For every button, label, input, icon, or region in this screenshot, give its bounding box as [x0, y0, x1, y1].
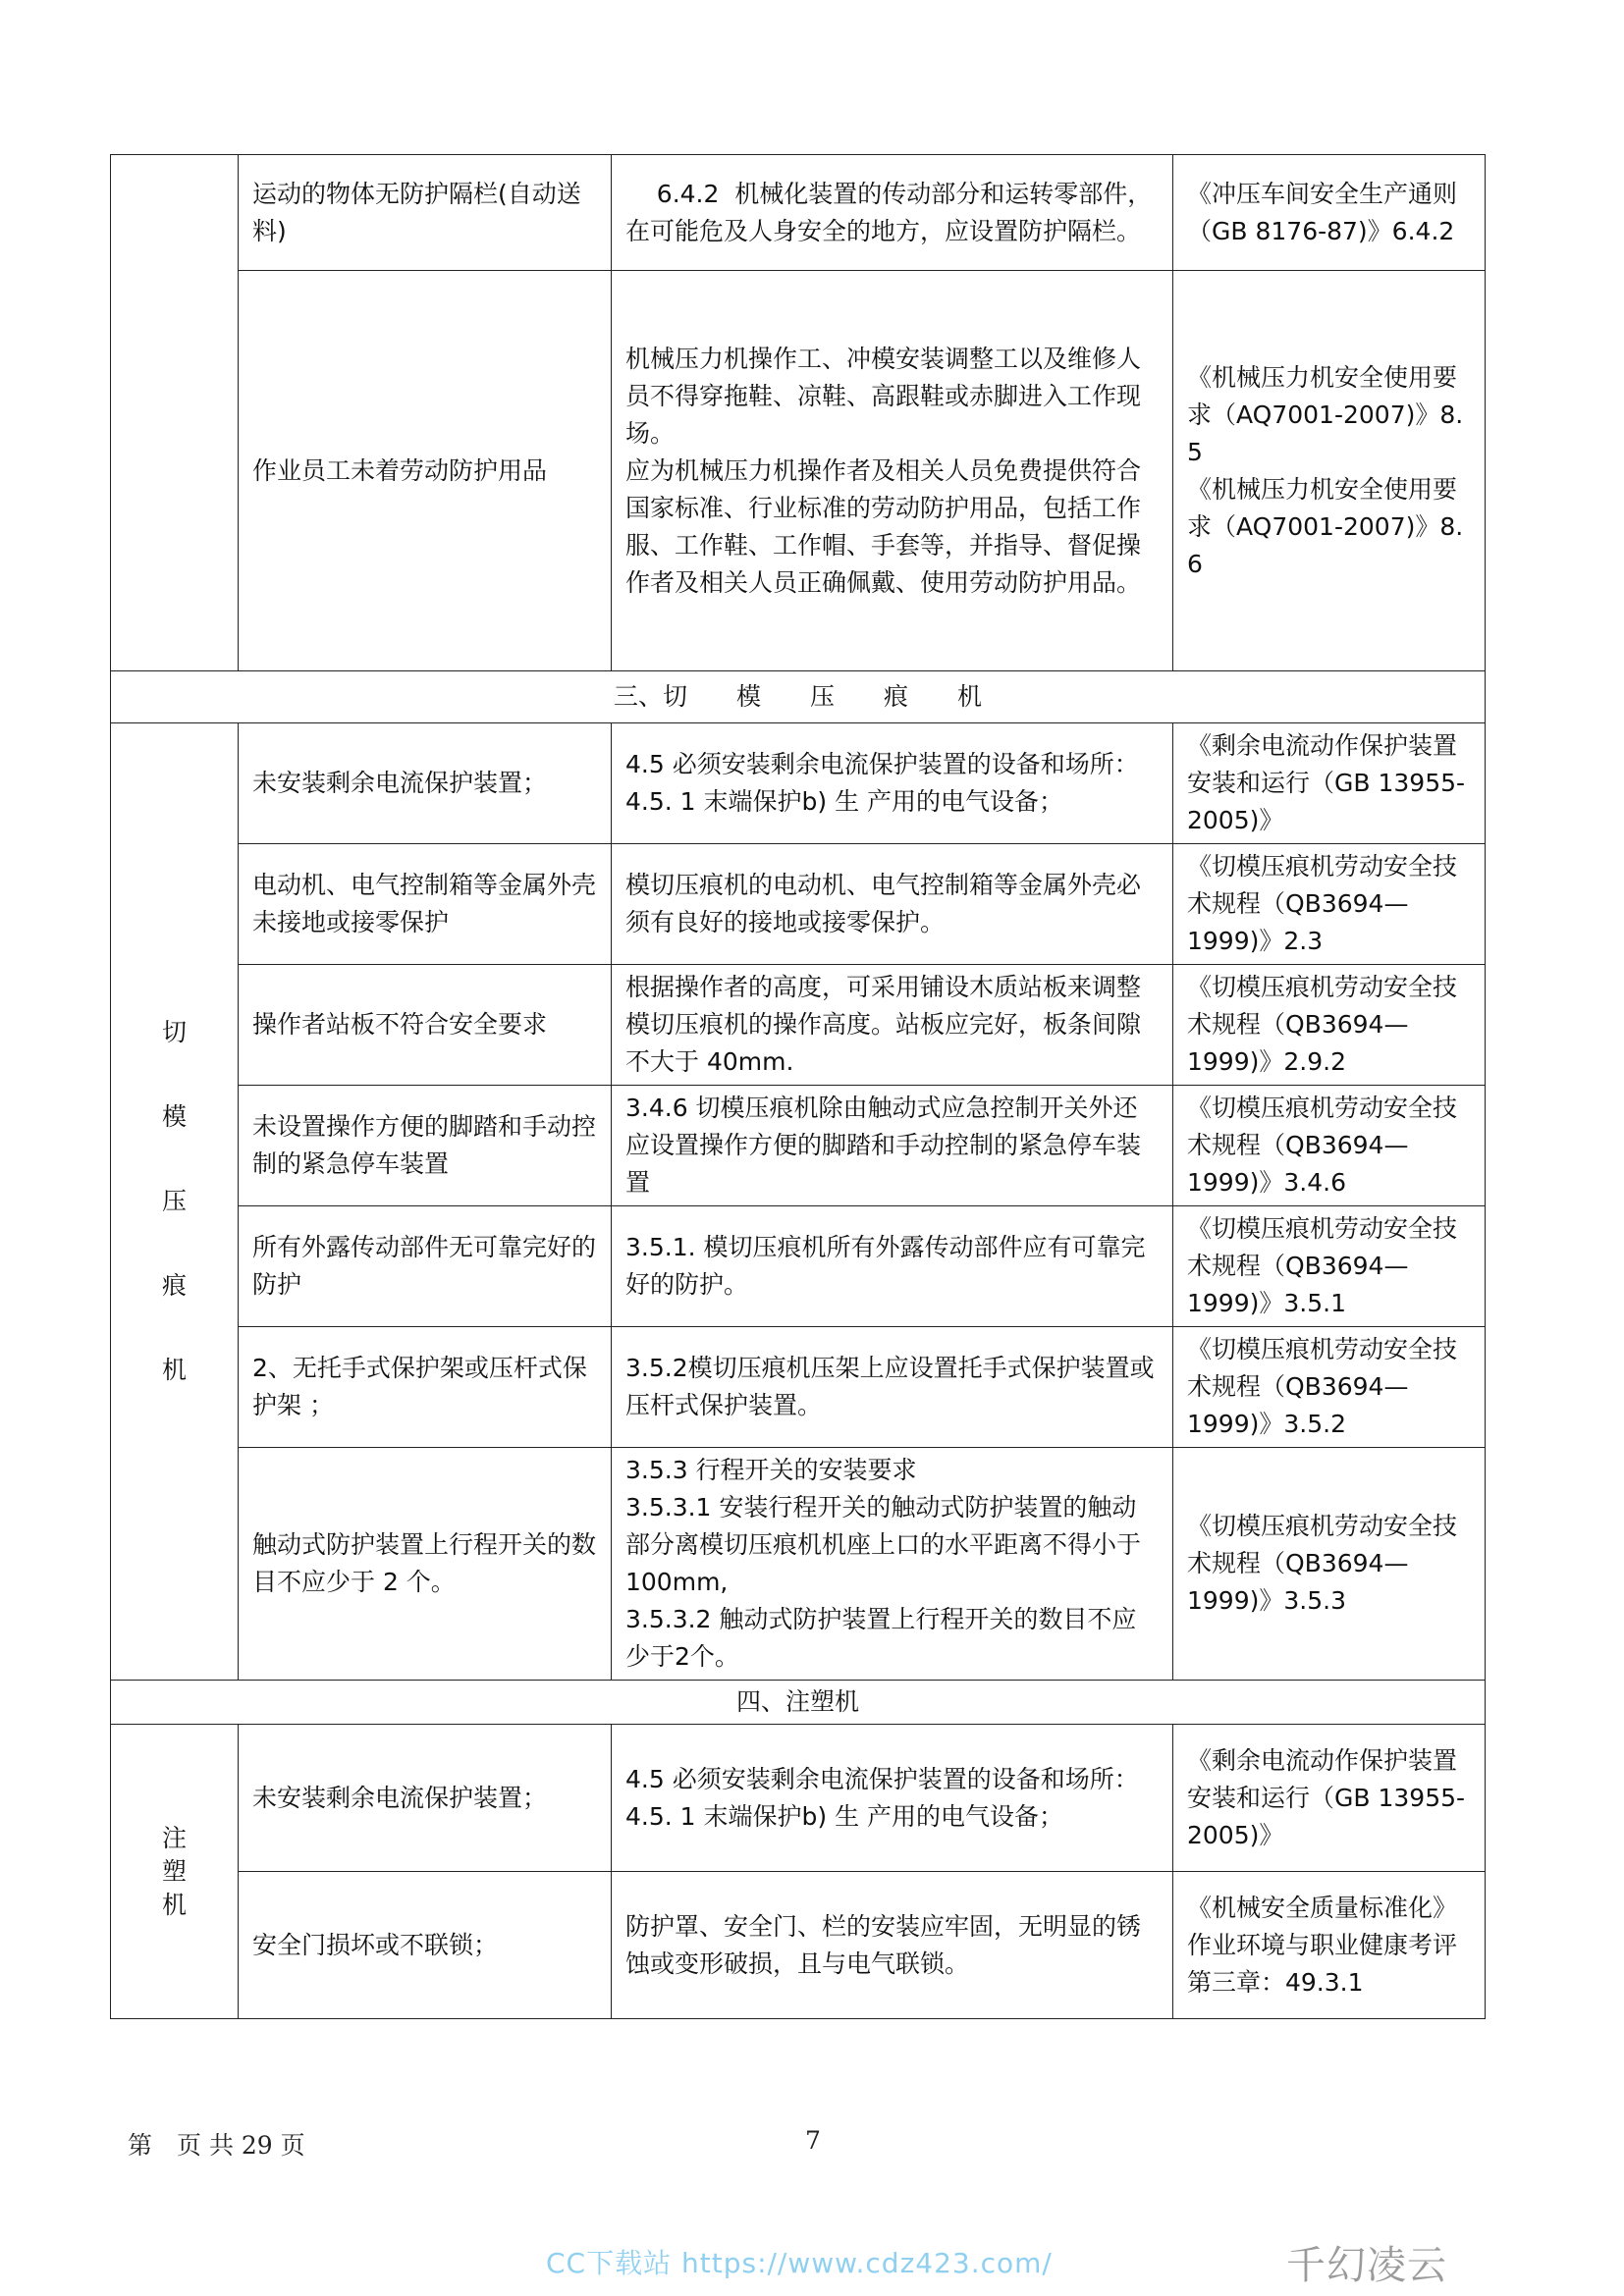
basis-cell: 《切模压痕机劳动安全技术规程（QB3694—1999)》3.5.3 [1173, 1448, 1486, 1681]
category-char: 模 [161, 1102, 187, 1131]
table-row [111, 271, 1486, 671]
requirement-cell: 机械压力机操作工、冲模安装调整工以及维修人员不得穿拖鞋、凉鞋、高跟鞋或赤脚进入工作现场。 应为机械压力机操作者及相关人员免费提供符合国家标准、行业标准的劳动防护用品，包括工作服、工作鞋、工作帽、手套等，并指导、督促操作者及相关人员正确佩戴、使用劳动防护用品。 [612, 271, 1173, 671]
requirement-cell: 4.5 必须安装剩余电流保护装置的设备和场所： 4.5. 1 末端保护b) 生 产用的电气设备； [612, 723, 1173, 844]
hazard-cell: 运动的物体无防护隔栏(自动送料) [239, 155, 612, 271]
hazard-cell: 2、无托手式保护架或压杆式保护架 ； [239, 1327, 612, 1448]
table-row [111, 1086, 1486, 1206]
category-char: 机 [161, 1356, 187, 1384]
category-cell [111, 723, 239, 1681]
requirement-cell: 防护罩、安全门、栏的安装应牢固，无明显的锈蚀或变形破损，且与电气联锁。 [612, 1872, 1173, 2019]
requirement-cell: 3.4.6 切模压痕机除由触动式应急控制开关外还应设置操作方便的脚踏和手动控制的紧急停车装置 [612, 1086, 1173, 1206]
section-header-row [111, 671, 1486, 723]
page-number: 7 [805, 2126, 821, 2155]
hazard-cell: 电动机、电气控制箱等金属外壳未接地或接零保护 [239, 844, 612, 965]
hazard-cell: 触动式防护装置上行程开关的数目不应少于 2 个。 [239, 1448, 612, 1681]
table-row [111, 1448, 1486, 1681]
basis-cell: 《切模压痕机劳动安全技术规程（QB3694—1999)》3.5.2 [1173, 1327, 1486, 1448]
table-row [111, 1327, 1486, 1448]
hazard-cell: 未安装剩余电流保护装置； [239, 1725, 612, 1872]
table-row [111, 1872, 1486, 2019]
section-title: 三、切 模 压 痕 机 [111, 671, 1486, 723]
basis-cell: 《切模压痕机劳动安全技术规程（QB3694—1999)》2.3 [1173, 844, 1486, 965]
table-row [111, 1725, 1486, 1872]
hazard-cell: 操作者站板不符合安全要求 [239, 965, 612, 1086]
basis-cell: 《剩余电流动作保护装置安装和运行（GB 13955-2005)》 [1173, 1725, 1486, 1872]
category-char: 痕 [161, 1271, 187, 1300]
table-row [111, 965, 1486, 1086]
requirement-cell: 6.4.2 机械化装置的传动部分和运转零部件，在可能危及人身安全的地方，应设置防护隔栏。 [612, 155, 1173, 271]
basis-cell: 《切模压痕机劳动安全技术规程（QB3694—1999)》2.9.2 [1173, 965, 1486, 1086]
basis-cell: 《切模压痕机劳动安全技术规程（QB3694—1999)》3.5.1 [1173, 1206, 1486, 1327]
basis-cell: 《机械安全质量标准化》作业环境与职业健康考评第三章：49.3.1 [1173, 1872, 1486, 2019]
requirement-cell: 模切压痕机的电动机、电气控制箱等金属外壳必须有良好的接地或接零保护。 [612, 844, 1173, 965]
requirement-cell: 3.5.2模切压痕机压架上应设置托手式保护装置或压杆式保护装置。 [612, 1327, 1173, 1448]
category-char: 切 [161, 1018, 187, 1046]
safety-inspection-table [110, 154, 1486, 2019]
basis-cell: 《剩余电流动作保护装置安装和运行（GB 13955-2005)》 [1173, 723, 1486, 844]
category-cell-empty [111, 155, 239, 671]
table-row [111, 155, 1486, 271]
requirement-cell: 3.5.1. 模切压痕机所有外露传动部件应有可靠完好的防护。 [612, 1206, 1173, 1327]
table-row [111, 723, 1486, 844]
requirement-cell: 根据操作者的高度，可采用铺设木质站板来调整模切压痕机的操作高度。站板应完好，板条间隙不大于 40mm. [612, 965, 1173, 1086]
basis-cell: 《机械压力机安全使用要求（AQ7001-2007)》8. 5 《机械压力机安全使用要求（AQ7001-2007)》8. 6 [1173, 271, 1486, 671]
category-char: 机 [161, 1890, 187, 1919]
category-cell [111, 1725, 239, 2019]
table-row [111, 844, 1486, 965]
requirement-cell: 4.5 必须安装剩余电流保护装置的设备和场所： 4.5. 1 末端保护b) 生 产用的电气设备； [612, 1725, 1173, 1872]
category-char: 注 [161, 1823, 187, 1852]
category-char: 压 [161, 1187, 187, 1215]
basis-cell: 《切模压痕机劳动安全技术规程（QB3694—1999)》3.4.6 [1173, 1086, 1486, 1206]
hazard-cell: 所有外露传动部件无可靠完好的防护 [239, 1206, 612, 1327]
section-title: 四、注塑机 [111, 1681, 1486, 1725]
table-row [111, 1206, 1486, 1327]
section-header-row [111, 1681, 1486, 1725]
page-count-label: 第 页 共 29 页 [128, 2131, 305, 2160]
watermark-logo-text: 千幻凌云 [1286, 2243, 1447, 2288]
hazard-cell: 未设置操作方便的脚踏和手动控制的紧急停车装置 [239, 1086, 612, 1206]
hazard-cell: 安全门损坏或不联锁； [239, 1872, 612, 2019]
hazard-cell: 作业员工未着劳动防护用品 [239, 271, 612, 671]
requirement-cell: 3.5.3 行程开关的安装要求 3.5.3.1 安装行程开关的触动式防护装置的触动部分离模切压痕机机座上口的水平距离不得小于100mm, 3.5.3.2 触动式防护装置上行程开关的数目不应少于2个。 [612, 1448, 1173, 1681]
hazard-cell: 未安装剩余电流保护装置； [239, 723, 612, 844]
basis-cell: 《冲压车间安全生产通则（GB 8176-87)》6.4.2 [1173, 155, 1486, 271]
watermark-text: CC下载站 https://www.cdz423.com/ [546, 2247, 1053, 2279]
category-char: 塑 [161, 1856, 187, 1886]
